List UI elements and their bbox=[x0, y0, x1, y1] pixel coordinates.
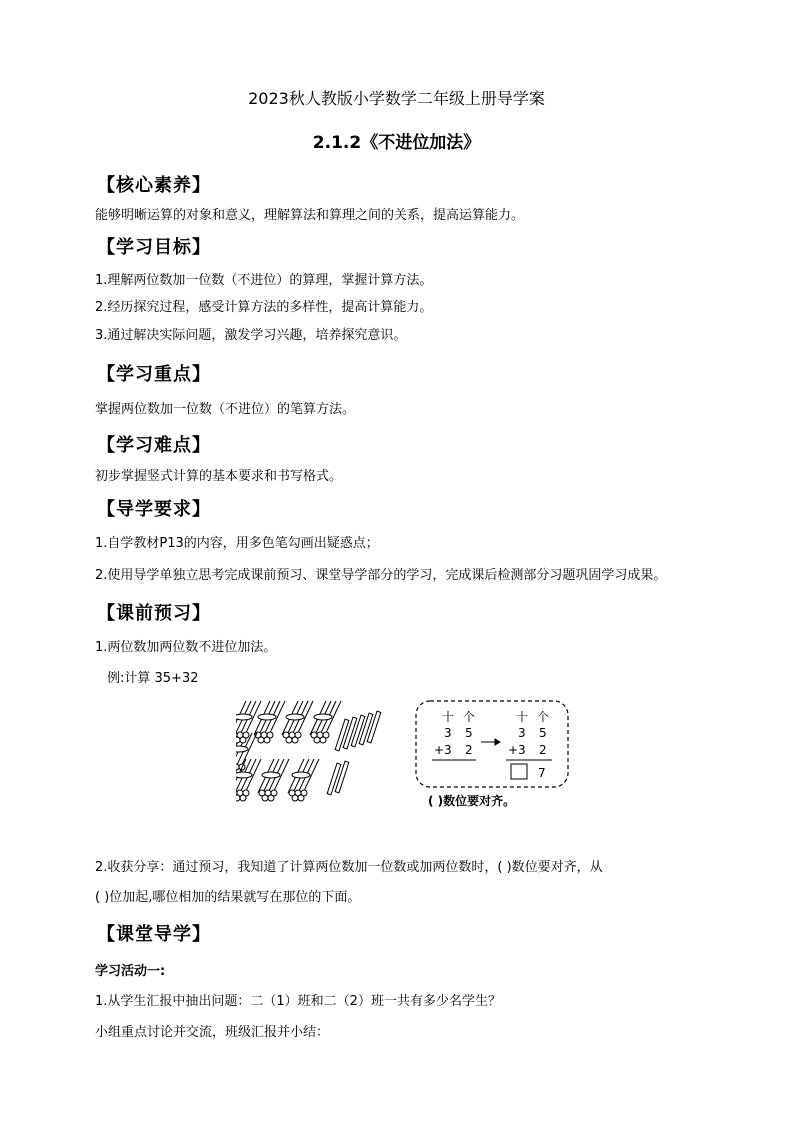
requirement-item-1: 1.自学教材P13的内容，用多色笔勾画出疑惑点； bbox=[95, 536, 379, 551]
goal-item-1: 1.理解两位数加一位数（不进位）的算理，掌握计算方法。 bbox=[95, 273, 433, 288]
preview-item-2-line-2: ( )位加起,哪位相加的结果就写在那位的下面。 bbox=[95, 890, 361, 905]
requirement-item-2: 2.使用导学单独立思考完成课前预习、课堂导学部分的学习，完成课后检测部分习题巩固学习成果。 bbox=[95, 568, 667, 583]
right-ones-label: 个 bbox=[537, 710, 550, 724]
left-ones-label: 个 bbox=[463, 710, 476, 724]
right-tens-label: 十 bbox=[516, 710, 529, 724]
right-column-addition bbox=[506, 709, 552, 780]
heading-focus: 【学习重点】 bbox=[97, 364, 211, 385]
heading-core: 【核心素养】 bbox=[97, 175, 211, 196]
core-text: 能够明晰运算的对象和意义，理解算法和算理之间的关系，提高运算能力。 bbox=[95, 208, 525, 223]
preview-item-1: 1.两位数加两位数不进位加法。 bbox=[95, 640, 277, 655]
difficulty-text: 初步掌握竖式计算的基本要求和书写格式。 bbox=[95, 469, 343, 484]
heading-requirements: 【导学要求】 bbox=[97, 499, 211, 520]
left-top-ones: 5 bbox=[465, 726, 473, 740]
document-title: 2023秋人教版小学数学二年级上册导学案 bbox=[248, 89, 545, 108]
left-bottom-tens: +3 bbox=[434, 743, 452, 757]
goal-item-3: 3.通过解决实际问题，激发学习兴趣，培养探究意识。 bbox=[95, 328, 407, 343]
arrow-icon bbox=[481, 739, 500, 745]
preview-item-2-line-1: 2.收获分享：通过预习，我知道了计算两位数加一位数或加两位数时，( )数位要对齐，从 bbox=[95, 860, 603, 875]
classroom-item-1: 1.从学生汇报中抽出问题：二（1）班和二（2）班一共有多少名学生？ bbox=[95, 994, 501, 1009]
heading-classroom: 【课堂导学】 bbox=[97, 924, 211, 945]
right-top-ones: 5 bbox=[539, 726, 547, 740]
left-top-tens: 3 bbox=[444, 726, 452, 740]
goal-item-2: 2.经历探究过程，感受计算方法的多样性，提高计算能力。 bbox=[95, 300, 433, 315]
left-bottom-ones: 2 bbox=[465, 743, 473, 757]
right-bottom-ones: 2 bbox=[539, 743, 547, 757]
heading-difficulty: 【学习难点】 bbox=[97, 435, 211, 456]
bundles-and-column-addition-illustration bbox=[236, 697, 576, 812]
answer-box bbox=[511, 764, 527, 779]
heading-preview: 【课前预习】 bbox=[97, 603, 211, 624]
heading-goals: 【学习目标】 bbox=[97, 237, 211, 258]
right-top-tens: 3 bbox=[518, 726, 526, 740]
right-bottom-tens: +3 bbox=[508, 743, 526, 757]
focus-text: 掌握两位数加一位数（不进位）的笔算方法。 bbox=[95, 402, 356, 417]
left-tens-label: 十 bbox=[442, 710, 455, 724]
activity-one-label: 学习活动一: bbox=[95, 964, 166, 979]
tens-bundles-group bbox=[236, 701, 341, 801]
classroom-item-2: 小组重点讨论并交流，班级汇报并小结： bbox=[95, 1025, 330, 1040]
preview-example: 例:计算 35+32 bbox=[107, 671, 199, 686]
left-column-addition bbox=[432, 709, 476, 760]
ones-sticks-group bbox=[327, 711, 381, 795]
right-result-ones: 7 bbox=[538, 766, 546, 780]
document-subtitle: 2.1.2《不进位加法》 bbox=[312, 133, 481, 153]
illustration-caption: ( )数位要对齐。 bbox=[428, 794, 516, 808]
